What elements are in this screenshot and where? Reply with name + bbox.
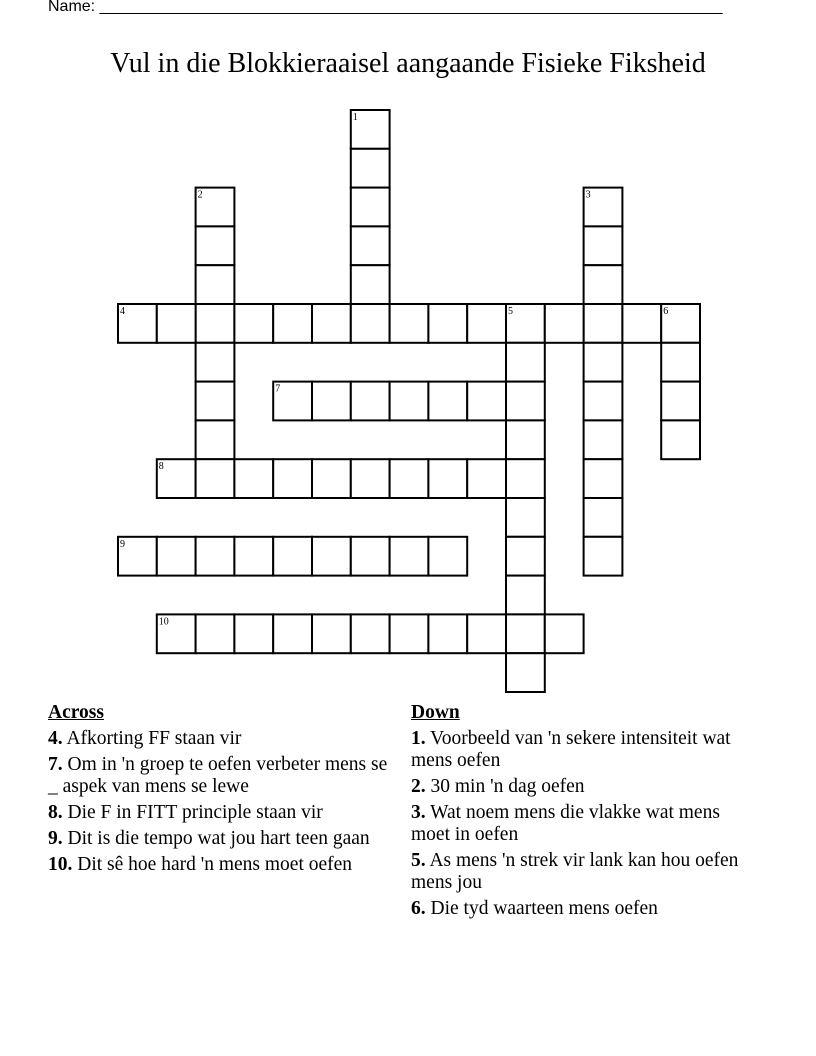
grid-cell[interactable]: [390, 614, 429, 653]
grid-cell[interactable]: [506, 653, 545, 692]
grid-cell[interactable]: [661, 420, 700, 459]
clue-number: 6.: [411, 898, 426, 919]
grid-cell[interactable]: [661, 343, 700, 382]
down-clue: [411, 898, 741, 920]
down-clue: [411, 776, 741, 798]
grid-cell[interactable]: [584, 537, 623, 576]
clue-number: 9.: [48, 828, 63, 849]
grid-cell[interactable]: [584, 226, 623, 265]
clue-number: 1.: [411, 728, 426, 749]
grid-cell[interactable]: [312, 537, 351, 576]
cell-number: 2: [197, 189, 203, 201]
grid-cell[interactable]: [312, 459, 351, 498]
grid-cell[interactable]: [467, 614, 506, 653]
grid-cell[interactable]: [234, 304, 273, 343]
grid-cell[interactable]: [428, 537, 467, 576]
cell-number: 9: [120, 538, 125, 550]
grid-cell[interactable]: [506, 614, 545, 653]
grid-cell[interactable]: [196, 537, 235, 576]
grid-cell[interactable]: [506, 537, 545, 576]
clue-number: 2.: [411, 776, 426, 797]
grid-cell[interactable]: [390, 382, 429, 421]
grid-cell[interactable]: [351, 188, 390, 227]
grid-cell[interactable]: [312, 382, 351, 421]
grid-cell[interactable]: [196, 382, 235, 421]
clue-number: 4.: [48, 728, 63, 749]
grid-cell[interactable]: [234, 614, 273, 653]
clue-text: As mens 'n strek vir lank kan hou oefen mens jou: [411, 850, 739, 893]
clue-text: Voorbeeld van 'n sekere intensiteit wat mens oefen: [411, 728, 731, 771]
cell-number: 3: [585, 189, 591, 201]
grid-cell[interactable]: [584, 459, 623, 498]
grid-cell[interactable]: [196, 265, 235, 304]
grid-cell[interactable]: [351, 382, 390, 421]
down-clue: [411, 802, 741, 846]
grid-cell[interactable]: [467, 382, 506, 421]
clue-number: 7.: [48, 754, 63, 775]
grid-cell[interactable]: [506, 576, 545, 615]
down-clue: [411, 728, 741, 772]
clue-text: Die tyd waarteen mens oefen: [430, 898, 658, 919]
grid-cell[interactable]: [351, 614, 390, 653]
grid-cell[interactable]: [584, 498, 623, 537]
clue-text: Dit is die tempo wat jou hart teen gaan: [67, 828, 370, 849]
grid-cell[interactable]: [273, 459, 312, 498]
grid-cell[interactable]: [390, 459, 429, 498]
clue-number: 3.: [411, 802, 426, 823]
grid-cell[interactable]: [661, 382, 700, 421]
grid-cell[interactable]: [545, 614, 584, 653]
across-clue: [48, 802, 388, 824]
grid-cell[interactable]: [196, 226, 235, 265]
down-clues: [411, 702, 741, 920]
grid-cell[interactable]: [506, 343, 545, 382]
cell-number: 1: [352, 112, 358, 123]
across-clue: [48, 754, 388, 798]
grid-cell[interactable]: [351, 459, 390, 498]
grid-cell[interactable]: [351, 304, 390, 343]
grid-cell[interactable]: [584, 265, 623, 304]
clue-text: Wat noem mens die vlakke wat mens moet in oefen: [411, 802, 720, 845]
grid-cell[interactable]: [351, 537, 390, 576]
grid-cell[interactable]: [467, 304, 506, 343]
cell-number: 10: [158, 616, 169, 628]
grid-cell[interactable]: [428, 459, 467, 498]
grid-cell[interactable]: [584, 420, 623, 459]
grid-cell[interactable]: [390, 304, 429, 343]
grid-cell[interactable]: [196, 420, 235, 459]
grid-cell[interactable]: [506, 382, 545, 421]
grid-cell[interactable]: [351, 226, 390, 265]
across-clues: [48, 702, 388, 876]
cell-number: 7: [275, 383, 281, 395]
cell-number: 8: [158, 461, 164, 473]
clue-text: Die F in FITT principle staan vir: [67, 802, 323, 823]
cell-number: 4: [120, 306, 125, 317]
down-heading: Down: [411, 702, 460, 723]
across-heading: Across: [48, 702, 104, 723]
across-clue: [48, 854, 388, 876]
grid-cell[interactable]: [312, 304, 351, 343]
grid-cell[interactable]: [584, 382, 623, 421]
cell-number: 5: [508, 306, 513, 317]
name-field-label: Name: ______________________________________________________________________: [48, 0, 723, 15]
clue-number: 5.: [411, 850, 426, 871]
grid-cell[interactable]: [157, 537, 196, 576]
grid-cell[interactable]: [467, 459, 506, 498]
clue-text: Afkorting FF staan vir: [66, 728, 242, 749]
grid-cell[interactable]: [196, 343, 235, 382]
clue-number: 10.: [48, 854, 73, 875]
grid-cell[interactable]: [273, 537, 312, 576]
grid-cell[interactable]: [428, 382, 467, 421]
grid-cell[interactable]: [584, 343, 623, 382]
grid-cell[interactable]: [234, 459, 273, 498]
across-clue: [48, 828, 388, 850]
grid-cell[interactable]: [196, 614, 235, 653]
clue-number: 8.: [48, 802, 63, 823]
grid-cell[interactable]: [506, 420, 545, 459]
grid-cell[interactable]: [196, 304, 235, 343]
grid-cell[interactable]: [622, 304, 661, 343]
grid-cell[interactable]: [428, 614, 467, 653]
grid-cell[interactable]: [428, 304, 467, 343]
grid-cell[interactable]: [157, 304, 196, 343]
grid-cell[interactable]: [584, 304, 623, 343]
grid-cell[interactable]: [273, 304, 312, 343]
grid-cell[interactable]: [545, 304, 584, 343]
grid-cell[interactable]: [273, 614, 312, 653]
grid-cell[interactable]: [351, 149, 390, 188]
grid-cell[interactable]: [390, 537, 429, 576]
across-clue: [48, 728, 388, 750]
clue-text: Dit sê hoe hard 'n mens moet oefen: [77, 854, 353, 875]
cell-number: 6: [663, 306, 669, 317]
clue-text: Om in 'n groep te oefen verbeter mens se _ aspek van mens se lewe: [48, 754, 388, 797]
grid-cell[interactable]: [506, 459, 545, 498]
clue-text: 30 min 'n dag oefen: [430, 776, 585, 797]
grid-cell[interactable]: [351, 265, 390, 304]
grid-cell[interactable]: [196, 459, 235, 498]
down-clue: [411, 850, 741, 894]
grid-cell[interactable]: [506, 498, 545, 537]
grid-cell[interactable]: [234, 537, 273, 576]
grid-cell[interactable]: [312, 614, 351, 653]
puzzle-title: Vul in die Blokkieraaisel aangaande Fisieke Fiksheid: [110, 48, 706, 79]
